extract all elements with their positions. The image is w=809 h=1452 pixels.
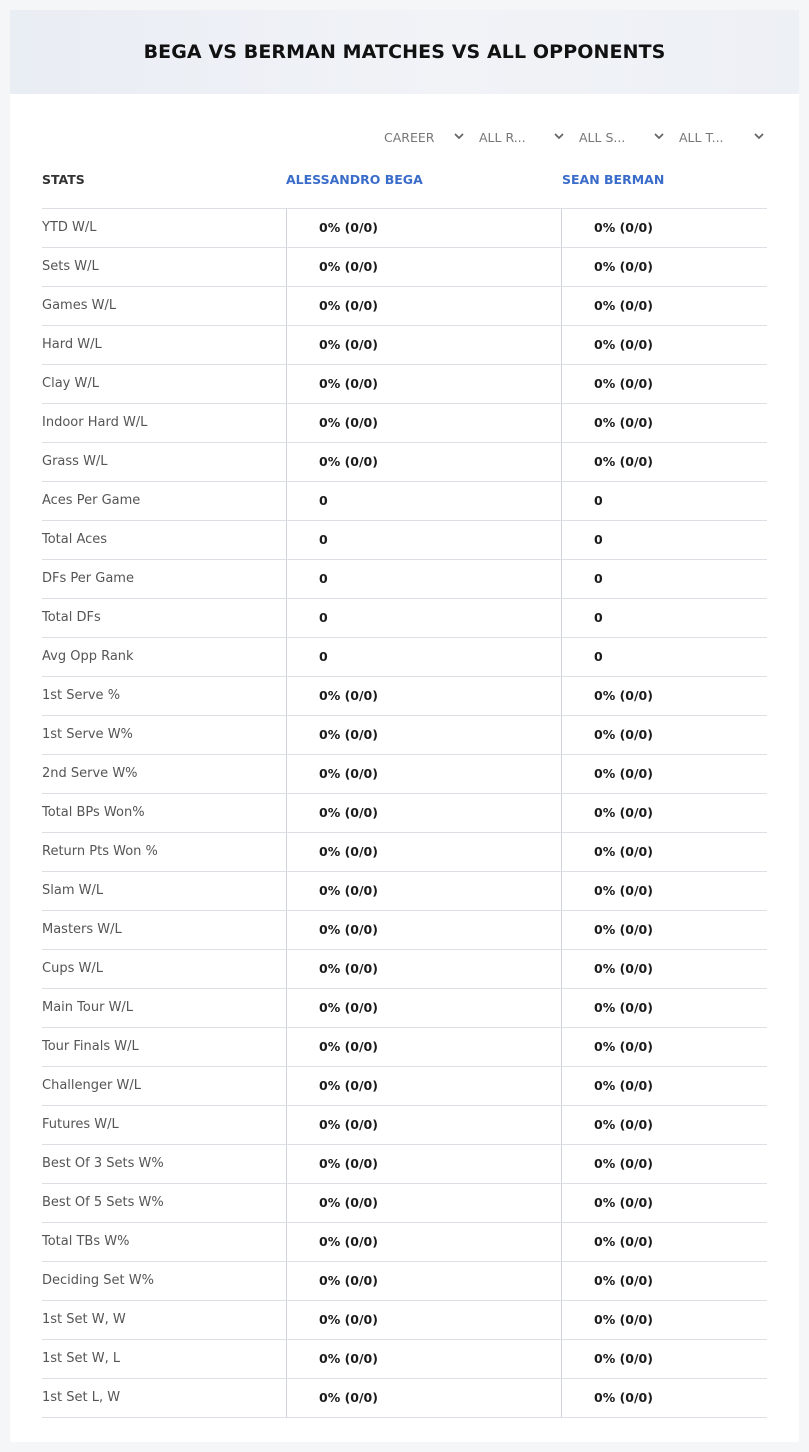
- table-row: [42, 833, 767, 872]
- player2-stat-value: 0% (0/0): [561, 1184, 767, 1222]
- player2-stat-value: 0: [561, 560, 767, 598]
- player2-stat-value: 0% (0/0): [561, 1145, 767, 1183]
- table-body: [42, 209, 767, 1418]
- stat-label: Clay W/L: [42, 376, 99, 391]
- stat-label: 1st Set W, W: [42, 1312, 126, 1327]
- player1-stat-value: 0% (0/0): [286, 677, 562, 715]
- stat-label: Total DFs: [42, 610, 101, 625]
- player2-stat-value: 0% (0/0): [561, 209, 767, 247]
- table-row: [42, 326, 767, 365]
- stat-label: Challenger W/L: [42, 1078, 141, 1093]
- player1-stat-value: 0% (0/0): [286, 833, 562, 871]
- table-row: [42, 443, 767, 482]
- player1-stat-value: 0% (0/0): [286, 989, 562, 1027]
- player1-stat-value: 0% (0/0): [286, 443, 562, 481]
- stat-label: Tour Finals W/L: [42, 1039, 139, 1054]
- card-header: [10, 10, 799, 94]
- stat-label: Indoor Hard W/L: [42, 415, 148, 430]
- player2-stat-value: 0% (0/0): [561, 365, 767, 403]
- player2-stat-value: 0% (0/0): [561, 833, 767, 871]
- player2-stat-value: 0% (0/0): [561, 1067, 767, 1105]
- player1-stat-value: 0% (0/0): [286, 326, 562, 364]
- player1-stat-value: 0: [286, 638, 562, 676]
- stat-label: Masters W/L: [42, 922, 122, 937]
- stat-label: Aces Per Game: [42, 493, 141, 508]
- player2-name-link[interactable]: SEAN BERMAN: [562, 172, 665, 187]
- table-row: [42, 560, 767, 599]
- stat-label: 1st Serve %: [42, 688, 121, 703]
- table-row: [42, 599, 767, 638]
- player2-stat-value: 0% (0/0): [561, 677, 767, 715]
- table-row: [42, 521, 767, 560]
- chevron-down-icon: [753, 130, 765, 142]
- stat-label: 1st Serve W%: [42, 727, 133, 742]
- player2-stat-value: 0: [561, 599, 767, 637]
- player2-stat-value: 0% (0/0): [561, 716, 767, 754]
- player1-stat-value: 0% (0/0): [286, 1301, 562, 1339]
- player1-stat-value: 0% (0/0): [286, 794, 562, 832]
- player2-stat-value: 0% (0/0): [561, 1301, 767, 1339]
- stat-label: 1st Set L, W: [42, 1390, 121, 1405]
- stats-column-header: STATS: [42, 172, 85, 187]
- player1-stat-value: 0% (0/0): [286, 1067, 562, 1105]
- player1-stat-value: 0% (0/0): [286, 248, 562, 286]
- player1-stat-value: 0% (0/0): [286, 287, 562, 325]
- chevron-down-icon: [453, 130, 465, 142]
- player1-stat-value: 0% (0/0): [286, 1028, 562, 1066]
- stat-label: 1st Set W, L: [42, 1351, 121, 1366]
- table-row: [42, 404, 767, 443]
- player1-name-link[interactable]: ALESSANDRO BEGA: [286, 172, 423, 187]
- player2-stat-value: 0: [561, 521, 767, 559]
- table-row: [42, 365, 767, 404]
- player2-stat-value: 0% (0/0): [561, 248, 767, 286]
- player2-stat-value: 0% (0/0): [561, 1340, 767, 1378]
- filter-label: ALL S...: [579, 129, 626, 145]
- table-row: [42, 1301, 767, 1340]
- table-row: [42, 1067, 767, 1106]
- stat-label: Deciding Set W%: [42, 1273, 154, 1288]
- filter-label: ALL R...: [479, 129, 526, 145]
- player1-stat-value: 0: [286, 599, 562, 637]
- stats-table: [42, 160, 767, 1418]
- player1-stat-value: 0% (0/0): [286, 755, 562, 793]
- player2-stat-value: 0% (0/0): [561, 950, 767, 988]
- player2-stat-value: 0% (0/0): [561, 794, 767, 832]
- player1-stat-value: 0% (0/0): [286, 950, 562, 988]
- table-row: [42, 716, 767, 755]
- player1-stat-value: 0% (0/0): [286, 1340, 562, 1378]
- filter-bar: [10, 126, 799, 148]
- stat-label: Games W/L: [42, 298, 117, 313]
- player1-stat-value: 0% (0/0): [286, 1184, 562, 1222]
- player1-stat-value: 0% (0/0): [286, 404, 562, 442]
- stat-label: Main Tour W/L: [42, 1000, 134, 1015]
- chevron-down-icon: [653, 130, 665, 142]
- chevron-down-icon: [553, 130, 565, 142]
- stat-label: Grass W/L: [42, 454, 108, 469]
- table-row: [42, 482, 767, 521]
- table-row: [42, 989, 767, 1028]
- player2-stat-value: 0% (0/0): [561, 911, 767, 949]
- stat-label: Total BPs Won%: [42, 805, 145, 820]
- stat-label: Best Of 5 Sets W%: [42, 1195, 164, 1210]
- stat-label: 2nd Serve W%: [42, 766, 138, 781]
- filter-label: ALL T...: [679, 129, 724, 145]
- player1-stat-value: 0% (0/0): [286, 1223, 562, 1261]
- table-row: [42, 1028, 767, 1067]
- player2-stat-value: 0% (0/0): [561, 1223, 767, 1261]
- stat-label: Best Of 3 Sets W%: [42, 1156, 164, 1171]
- stat-label: Hard W/L: [42, 337, 102, 352]
- player1-stat-value: 0% (0/0): [286, 872, 562, 910]
- table-row: [42, 1262, 767, 1301]
- surface-filter-select[interactable]: [579, 126, 665, 148]
- player2-stat-value: 0% (0/0): [561, 1028, 767, 1066]
- player2-stat-value: 0% (0/0): [561, 287, 767, 325]
- player2-stat-value: 0% (0/0): [561, 872, 767, 910]
- round-filter-select[interactable]: [479, 126, 565, 148]
- table-row: [42, 638, 767, 677]
- player2-stat-value: 0% (0/0): [561, 326, 767, 364]
- table-row: [42, 677, 767, 716]
- stat-label: Avg Opp Rank: [42, 649, 134, 664]
- stat-label: Slam W/L: [42, 883, 104, 898]
- player2-stat-value: 0% (0/0): [561, 989, 767, 1027]
- table-row: [42, 1184, 767, 1223]
- table-row: [42, 1340, 767, 1379]
- player1-stat-value: 0: [286, 482, 562, 520]
- stat-label: YTD W/L: [42, 220, 97, 235]
- stat-label: Total Aces: [42, 532, 108, 547]
- table-row: [42, 794, 767, 833]
- table-row: [42, 950, 767, 989]
- table-row: [42, 1223, 767, 1262]
- stat-label: Sets W/L: [42, 259, 99, 274]
- table-header: [42, 160, 767, 209]
- stat-label: Total TBs W%: [42, 1234, 130, 1249]
- player1-stat-value: 0% (0/0): [286, 1106, 562, 1144]
- career-filter-select[interactable]: [384, 126, 465, 148]
- table-row: [42, 1106, 767, 1145]
- stat-label: Cups W/L: [42, 961, 103, 976]
- tournament-filter-select[interactable]: [679, 126, 765, 148]
- player1-stat-value: 0% (0/0): [286, 1379, 562, 1417]
- player2-stat-value: 0% (0/0): [561, 1262, 767, 1300]
- table-row: [42, 248, 767, 287]
- stats-card: [10, 10, 799, 1442]
- filter-label: CAREER: [384, 129, 435, 145]
- player1-stat-value: 0% (0/0): [286, 365, 562, 403]
- player1-stat-value: 0% (0/0): [286, 716, 562, 754]
- stat-label: Return Pts Won %: [42, 844, 158, 859]
- player2-stat-value: 0% (0/0): [561, 404, 767, 442]
- stat-label: DFs Per Game: [42, 571, 134, 586]
- page-title: BEGA VS BERMAN MATCHES VS ALL OPPONENTS: [143, 41, 666, 63]
- player1-stat-value: 0% (0/0): [286, 911, 562, 949]
- player2-stat-value: 0: [561, 638, 767, 676]
- player1-stat-value: 0: [286, 560, 562, 598]
- table-row: [42, 287, 767, 326]
- stat-label: Futures W/L: [42, 1117, 119, 1132]
- player2-stat-value: 0: [561, 482, 767, 520]
- player2-stat-value: 0% (0/0): [561, 1106, 767, 1144]
- table-row: [42, 755, 767, 794]
- player1-stat-value: 0% (0/0): [286, 1145, 562, 1183]
- table-row: [42, 872, 767, 911]
- table-row: [42, 911, 767, 950]
- player2-stat-value: 0% (0/0): [561, 755, 767, 793]
- table-row: [42, 209, 767, 248]
- player1-stat-value: 0% (0/0): [286, 1262, 562, 1300]
- player2-stat-value: 0% (0/0): [561, 443, 767, 481]
- table-row: [42, 1145, 767, 1184]
- player1-stat-value: 0: [286, 521, 562, 559]
- player2-stat-value: 0% (0/0): [561, 1379, 767, 1417]
- table-row: [42, 1379, 767, 1418]
- player1-stat-value: 0% (0/0): [286, 209, 562, 247]
